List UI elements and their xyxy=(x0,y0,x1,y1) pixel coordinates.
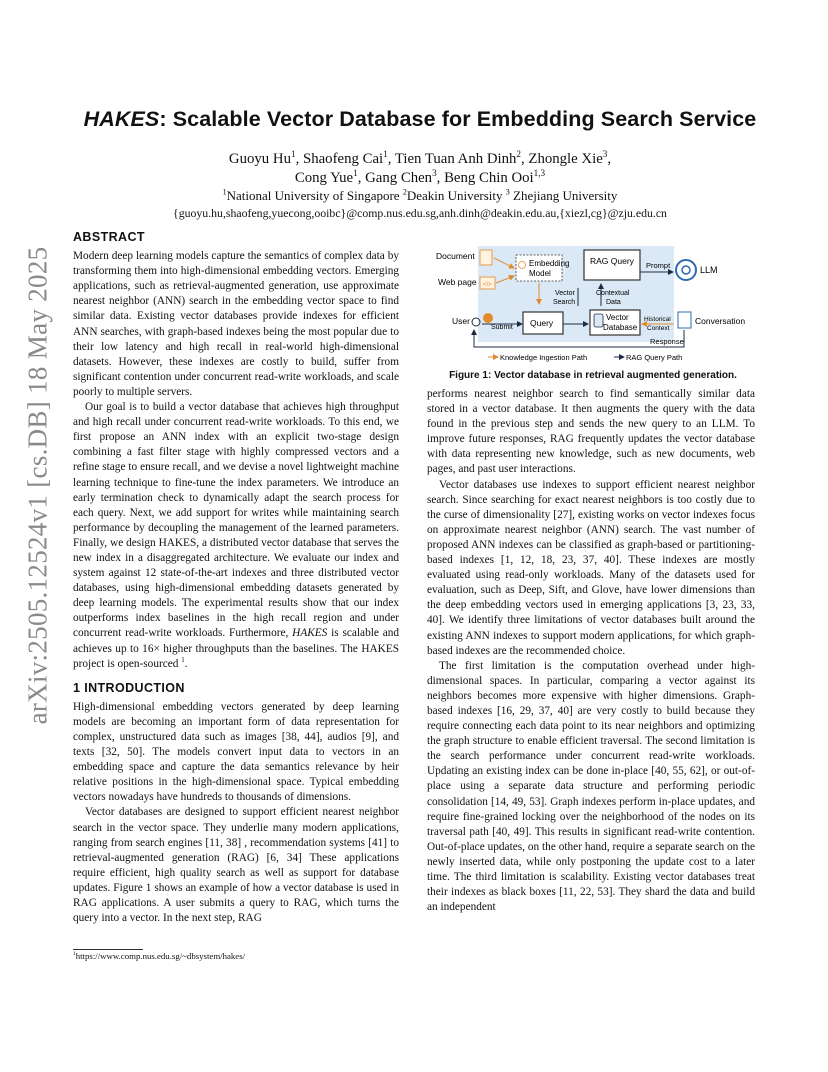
response-label: Response xyxy=(650,337,684,346)
figure-caption: Figure 1: Vector database in retrieval augmented generation. xyxy=(449,370,737,381)
author: Beng Chin Ooi$^{1,3}$ xyxy=(444,168,546,186)
author-list xyxy=(60,150,780,188)
author: Tien Tuan Anh Dinh$^2$, xyxy=(394,149,529,167)
database-icon xyxy=(594,314,603,327)
svg-text:Vector: Vector xyxy=(606,313,629,322)
author: Zhongle Xie$^3$, xyxy=(528,149,612,167)
document-icon xyxy=(480,250,492,265)
section-heading-introduction: 1 INTRODUCTION xyxy=(73,680,185,695)
author: Shaofeng Cai$^1$, xyxy=(302,149,395,167)
abstract-paragraph: Modern deep learning models capture the semantics of complex data by transforming them into high-dimensional embedding vectors. Emerging applications, such as retrieval-augmented generation, use approximate nearest neighbor (ANN) search in the embedding vector space to find similar data. Existing vector databases provide indexes for efficient ANN searches, with graph-based indexes being the most popular due to their low latency and high recall in real-world high-dimensional datasets. However, these indexes are costly to build, suffer from significant contention under concurrent read-write workloads, and scale poorly to multiple servers. xyxy=(73,250,399,398)
svg-text:RAG Query: RAG Query xyxy=(590,256,634,266)
svg-text:Data: Data xyxy=(606,299,621,306)
svg-text:</>: </> xyxy=(483,282,492,288)
prompt-label: Prompt xyxy=(646,261,671,270)
body-paragraph: High-dimensional embedding vectors generated by deep learning models are becoming an important form of data representation for complex, unstructured data such as images [38, 44], audios [9], and texts [32, 50]. The models convert input data to vectors in an embedding space and capture the data semantics relevance by heir relative positions in the high-dimensional space. Typical embedding vectors nowadays have hundreds to thousands of dimensions. xyxy=(73,700,399,804)
svg-text:Query: Query xyxy=(530,318,554,328)
right-column xyxy=(427,387,755,915)
svg-text:Submit: Submit xyxy=(491,324,513,331)
author-line-1 xyxy=(60,150,780,169)
conversation-icon xyxy=(678,312,691,328)
footnote-rule xyxy=(73,949,143,950)
footnote-link[interactable]: https://www.comp.nus.edu.sg/~dbsystem/hakes/ xyxy=(75,951,246,961)
idea-icon xyxy=(483,313,493,323)
llm-label: LLM xyxy=(700,265,718,275)
paper-title xyxy=(60,107,780,132)
svg-text:Contextual: Contextual xyxy=(596,290,630,297)
rag-diagram xyxy=(428,244,758,368)
svg-text:Search: Search xyxy=(553,299,576,306)
svg-text:Database: Database xyxy=(603,323,638,332)
body-paragraph: The first limitation is the computation overhead under high-dimensional spaces. In particular, comparing a vector against its neighbors becomes more expensive with higher dimensions. Graph-based indexes [16, 29, 37, 40] are very costly to build because they require connecting each data point to its near neighbors and optimizing the graph structure to enable efficient traversal. The second limitation is the search performance under concurrent read-write workloads. Updating an existing index can be done in-place [40, 55, 62], or out-of-place using a separate data structure and performing periodic consolidation [14, 49, 53]. Graph indexes perform in-place updates, and require fine-grained locking over the neighborhood of the nodes on its traversal path [40, 49]. This results in significant read-write contention. Out-of-place updates, on the other hand, require a separate search on the newly inserted data, while only postponing the update cost to a later time. The third limitation is scalability. Existing vector databases treat their indexes as black boxes [11, 22, 53]. They shard the data and build an independent xyxy=(427,659,755,914)
footnote: $^1$https://www.comp.nus.edu.sg/~dbsystem/hakes/ xyxy=(73,951,246,961)
webpage-label: Web page xyxy=(438,277,477,287)
svg-text:Historical: Historical xyxy=(644,316,671,323)
svg-text:Vector: Vector xyxy=(555,290,575,297)
svg-text:Embedding: Embedding xyxy=(529,259,570,268)
footnote-marker: 1 xyxy=(181,655,185,664)
svg-text:Model: Model xyxy=(529,269,551,278)
system-name: HAKES xyxy=(83,107,160,131)
body-paragraph: performs nearest neighbor search to find semantically similar data stored in a vector database. It then augments the query with the data found in the previous step and sends the new query to an LLM. To improve future responses, RAG frequently updates the vector database with data representing new knowledge, such as new documents, web pages, and past user interactions. xyxy=(427,388,755,476)
llm-icon xyxy=(676,260,696,280)
user-label: User xyxy=(452,316,470,326)
svg-text:Context: Context xyxy=(647,325,670,332)
body-paragraph: Vector databases are designed to support efficient nearest neighbor search in the vector space. They underlie many modern applications, ranging from search engines [11, 38] , recommendation systems [41] to retrieval-augmented generation (RAG) [6, 34] These applications require efficient, high quality search as well as support for database updates. Figure 1 shows an example of how a vector database is used in RAG applications. A user submits a query to RAG, which turns the query into a vector. In the next step, RAG xyxy=(73,806,399,925)
author-emails: {guoyu.hu,shaofeng,yuecong,ooibc}@comp.nus.edu.sg,anh.dinh@deakin.edu.au,{xiezl,cg}@zju.edu.cn xyxy=(173,206,667,220)
author: Gang Chen$^3$, xyxy=(365,168,445,186)
abstract-heading: ABSTRACT xyxy=(73,230,145,244)
title-rest: : Scalable Vector Database for Embedding Search Service xyxy=(159,107,757,131)
legend-ingest: Knowledge Ingestion Path xyxy=(500,353,588,362)
affiliations: $^1$National University of Singapore $^2$Deakin University $^3$ Zhejiang University xyxy=(222,187,618,203)
left-column xyxy=(73,230,399,926)
legend-rag: RAG Query Path xyxy=(626,353,683,362)
document-label: Document xyxy=(436,251,475,261)
figure-1 xyxy=(428,244,758,384)
arxiv-stamp: arXiv:2505.12524v1 [cs.DB] 18 May 2025 xyxy=(22,246,53,724)
abstract-paragraph: Our goal is to build a vector database that achieves high throughput and high recall under concurrent read-write workloads. To this end, we first propose an ANN index with an explicit two-stage design combining a fast filter stage with highly compressed vectors and a refine stage to ensure recall, and we devise a novel lightweight machine learning technique to fine-tune the index parameters. We introduce an early termination check to dynamically adapt the search process for each query. Next, we add support for writes while maintaining search performance by decoupling the management of the learned parameters. Finally, we design HAKES, a distributed vector database that serves the new index in a disaggregated architecture. We evaluate our index and system against 12 state-of-the-art indexes and three distributed vector databases, using high-dimensional embedding datasets generated by deep learning models. The experimental results show that our index outperforms index baselines in the high recall region and under concurrent read-write workloads. Furthermore, HAKES is scalable and achieves up to 16× higher throughputs than the baselines. The HAKES project is open-sourced $^1$. xyxy=(73,401,400,670)
author: Cong Yue$^1$, xyxy=(294,168,366,186)
body-paragraph: Vector databases use indexes to support efficient nearest neighbor search. Since searching for exact nearest neighbors is too costly due to the curse of dimensionality [27], existing works on vector indexes focus on approximate nearest neighbor (ANN) search. The vast number of proposed ANN indexes can be classified as graph-based or partitioning-based indexes [1, 12, 18, 23, 37, 40]. These indexes are mostly evaluated using read-only workloads. Many of the datasets used for evaluation, such as Deep, Sift, and Glove, have lower dimensions than the deep embedding vectors used in emerging applications [3, 23, 33, 40]. We identify three limitations of vector databases built around the existing ANN indexes to support modern applications, for which graph-based indexes are the recommended choice. xyxy=(427,478,755,657)
author: Guoyu Hu$^1$, xyxy=(228,149,303,167)
author-line-2 xyxy=(60,169,780,188)
conversation-label: Conversation xyxy=(695,316,746,326)
